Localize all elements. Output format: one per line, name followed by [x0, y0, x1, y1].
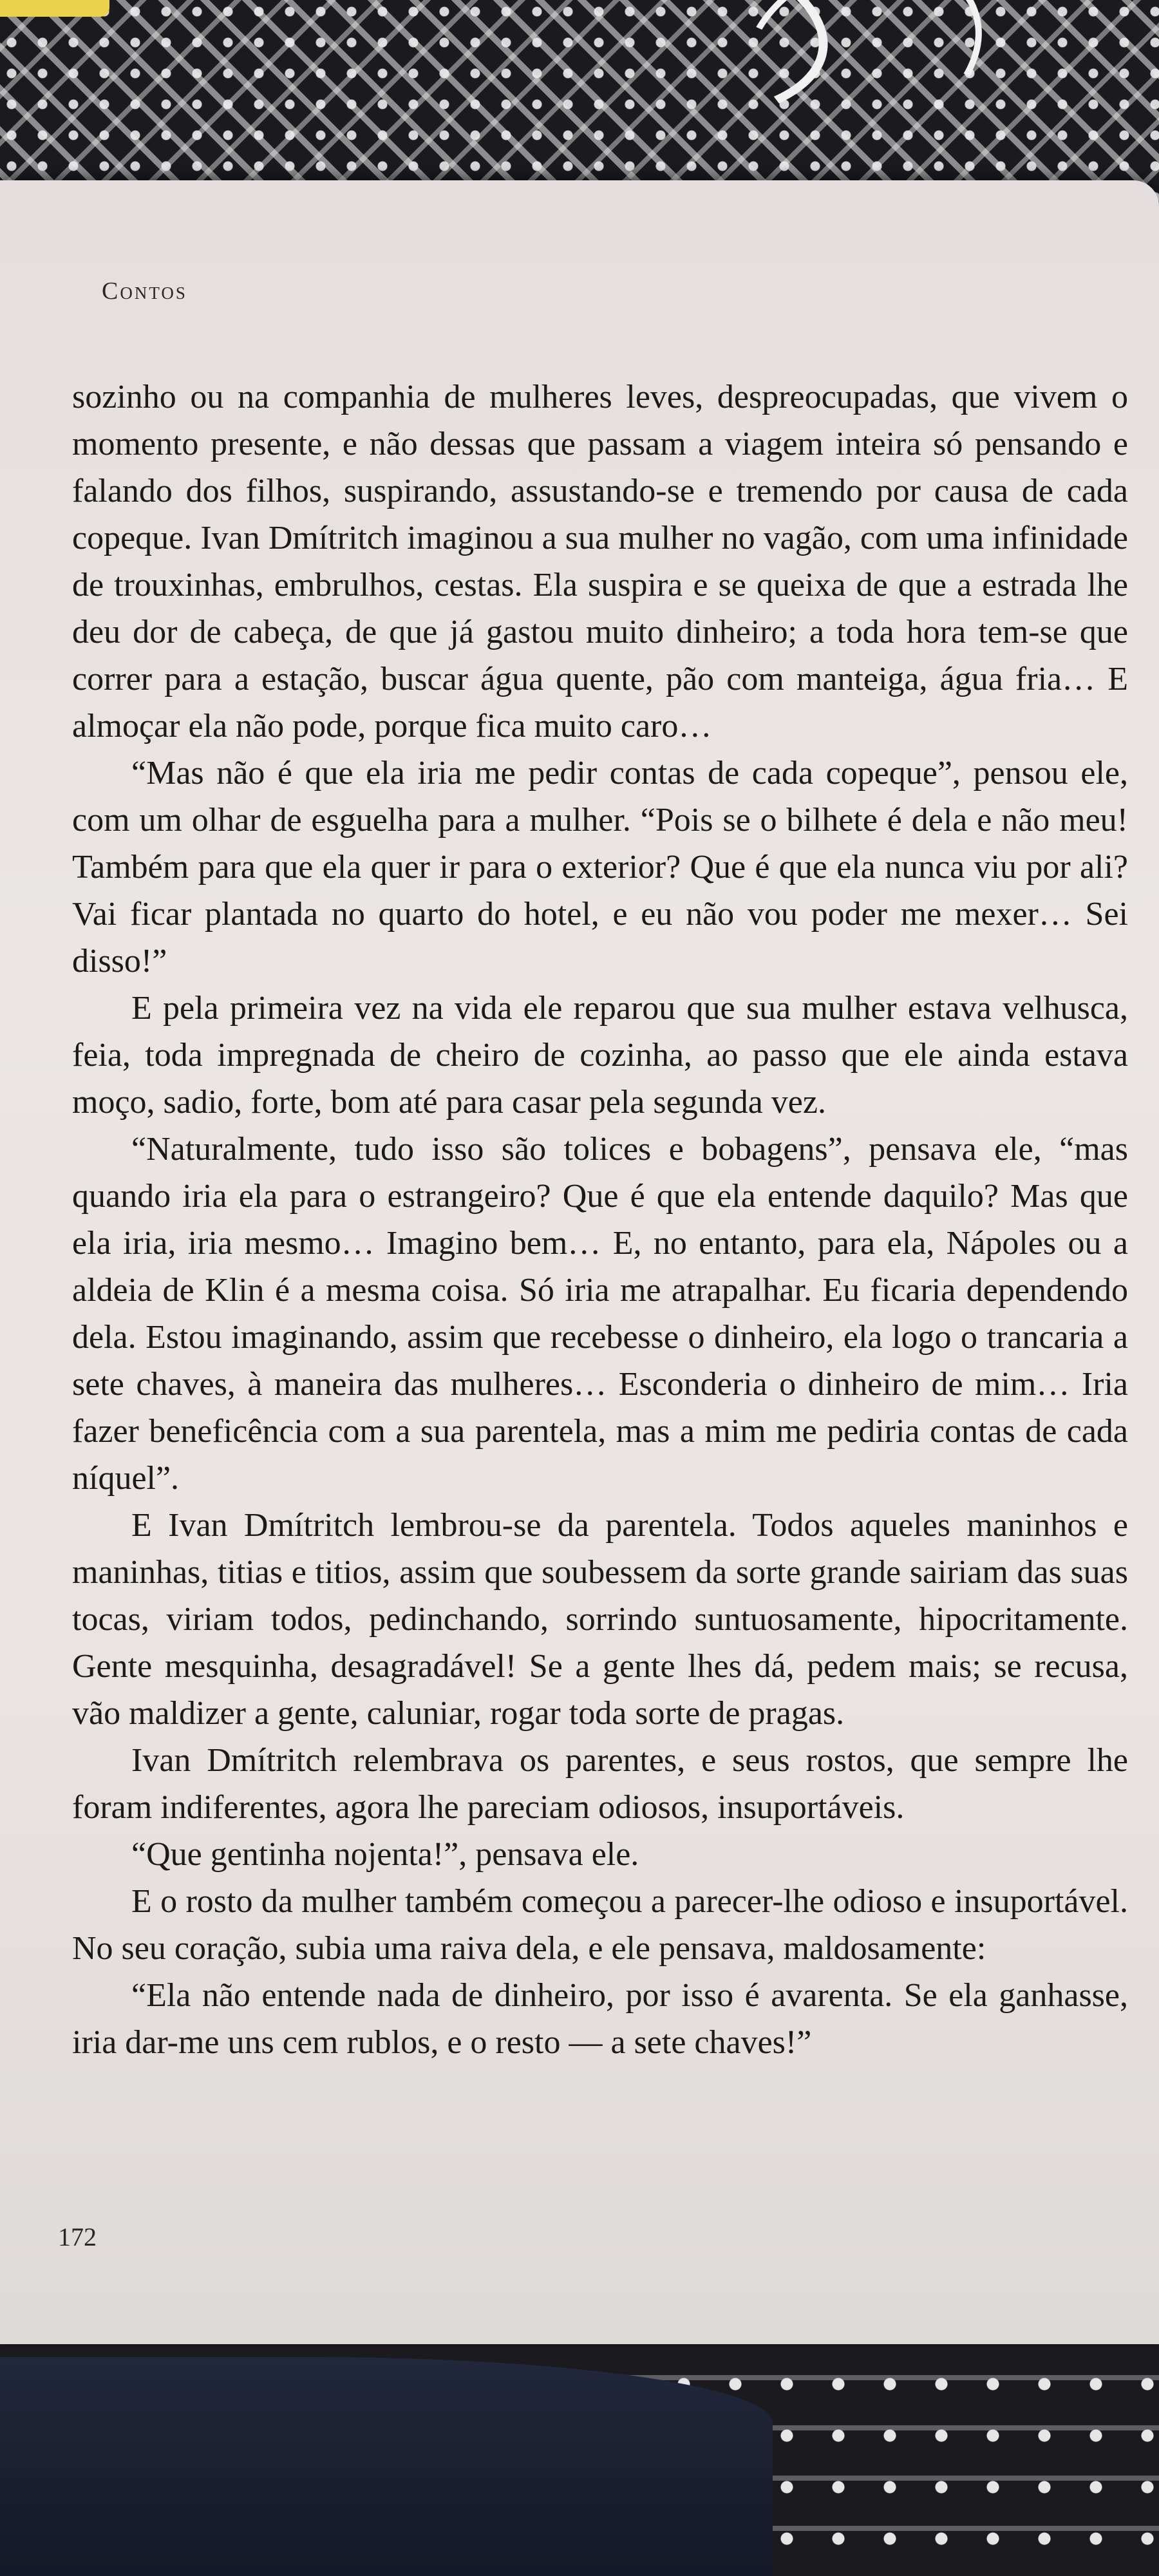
paragraph: “Que gentinha nojenta!”, pensava ele. — [131, 1836, 639, 1873]
paragraph: Ivan Dmítritch relembrava os parentes, e seus rostos, que sempre lhe foram indiferentes, agora lhe pareciam odiosos, insuportáveis. — [72, 1742, 1128, 1826]
paragraph: E Ivan Dmítritch lembrou-se da parentela. Todos aqueles maninhos e maninhas, titias e titios, assim que soubessem da sorte grande sairiam das suas tocas, viriam todos, pedinchando, sorrindo suntuosamente, hipocritamente. Gente mesquinha, desagradável! Se a gente lhes dá, pedem mais; se recusa, vão maldizer a gente, caluniar, rogar toda sorte de pragas. — [72, 1507, 1128, 1732]
book-page — [0, 180, 1159, 2344]
blue-fabric — [0, 2357, 773, 2576]
page-number: 172 — [58, 2222, 97, 2251]
body-text — [72, 374, 1128, 2066]
paragraph: “Ela não entende nada de dinheiro, por isso é avarenta. Se ela ganhasse, iria dar-me uns cem rublos, e o resto — a sete chaves!” — [72, 1977, 1128, 2061]
running-head: Contos — [102, 278, 187, 305]
paragraph: E pela primeira vez na vida ele reparou que sua mulher estava velhusca, feia, toda impregnada de cheiro de cozinha, ao passo que ele ainda estava moço, sadio, forte, bom até para casar pela segunda vez. — [72, 990, 1128, 1121]
paragraph: E o rosto da mulher também começou a parecer-lhe odioso e insuportável. No seu coração, subia uma raiva dela, e ele pensava, maldosamente: — [72, 1883, 1128, 1967]
paragraph: “Naturalmente, tudo isso são tolices e bobagens”, pensava ele, “mas quando iria ela para o estrangeiro? Que é que ela entende daquilo? Mas que ela iria, iria mesmo… Imagino bem… E, no entanto, para ela, Nápoles ou a aldeia de Klin é a mesma coisa. Só iria me atrapalhar. Eu ficaria dependendo dela. Estou imaginando, assim que recebesse o dinheiro, ela logo o trancaria a sete chaves, à maneira das mulheres… Esconderia o dinheiro de mim… Iria fazer beneficência com a sua parentela, mas a mim me pediria contas de cada níquel”. — [72, 1131, 1128, 1497]
paragraph: sozinho ou na companhia de mulheres leves, despreocupadas, que vivem o momento presente, e não dessas que passam a viagem inteira só pensando e falando dos filhos, suspirando, assustando-se e tremendo por causa de cada copeque. Ivan Dmítritch imaginou a sua mulher no vagão, com uma infinidade de trouxinhas, embrulhos, cestas. Ela suspira e se queixa de que a estrada lhe deu dor de cabeça, de que já gastou muito dinheiro; a toda hora tem-se que correr para a estação, buscar água quente, pão com manteiga, água fria… E almoçar ela não pode, porque fica muito caro… — [72, 379, 1128, 744]
paragraph: “Mas não é que ela iria me pedir contas de cada copeque”, pensou ele, com um olhar de esguelha para a mulher. “Pois se o bilhete é dela e não meu! Também para que ela quer ir para o exterior? Que é que ela nunca viu por ali? Vai ficar plantada no quarto do hotel, e eu não vou poder me mexer… Sei disso!” — [72, 755, 1128, 980]
yellow-object — [0, 0, 109, 17]
